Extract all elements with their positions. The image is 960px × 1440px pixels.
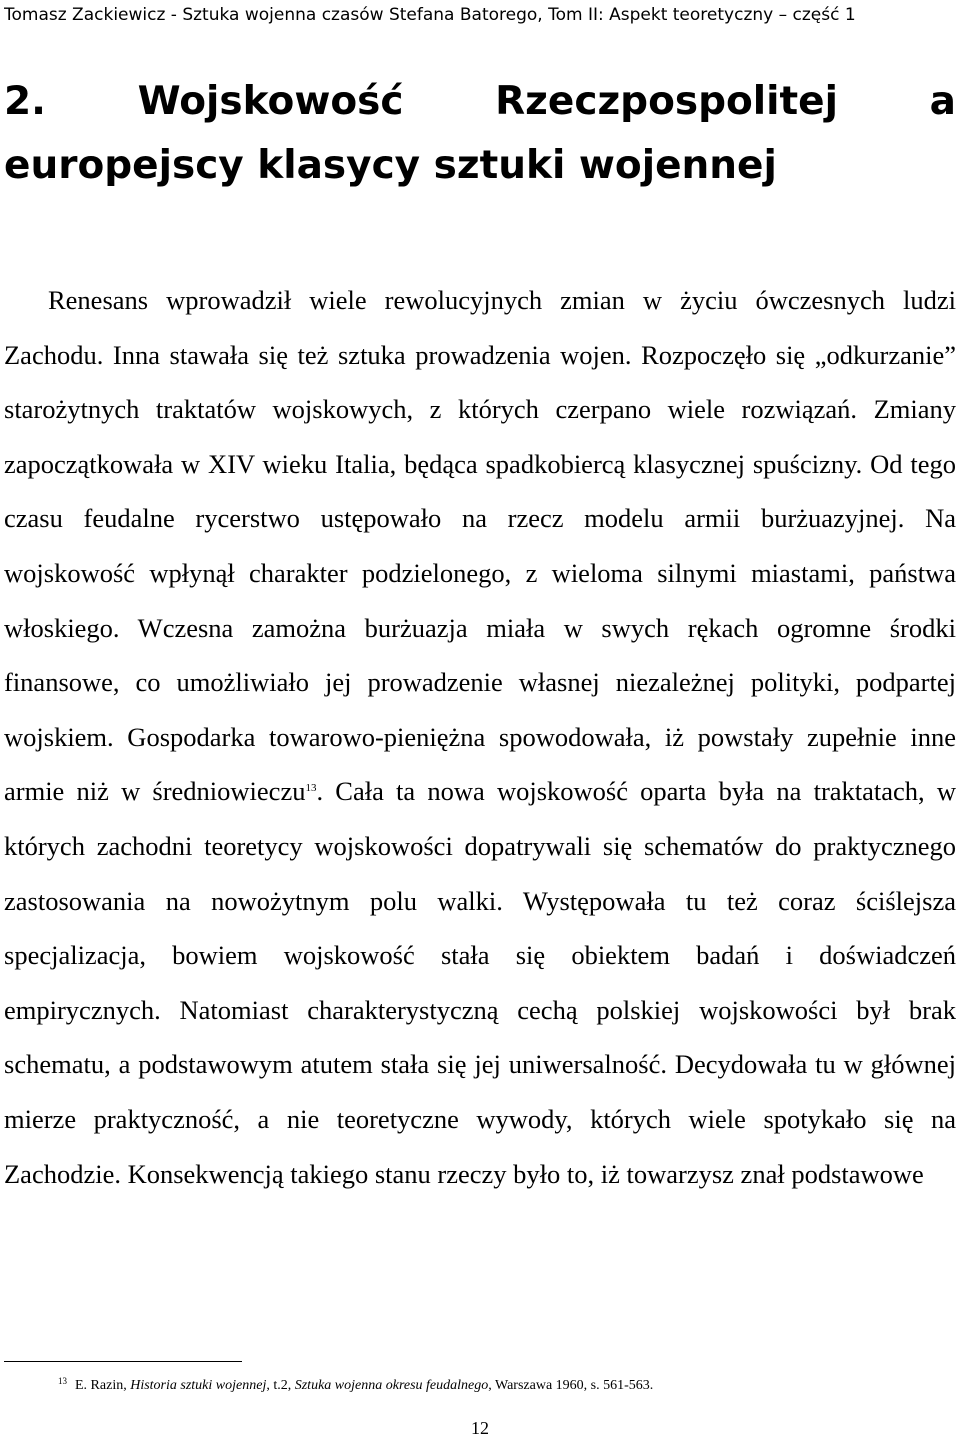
footnote-title-1: Historia sztuki wojennej <box>130 1378 267 1393</box>
footnote-title-2: Sztuka wojenna okresu feudalnego <box>294 1378 489 1393</box>
body-text-part-1: Renesans wprowadził wiele rewolucyjnych zmian w życiu ówczesnych ludzi Zachodu. Inna stawała się też sztuka prowadzenia wojen. Rozpoczęło się „odkurzanie” starożytnych traktatów wojskowych, z których czerpano wiele rozwiązań. Zmiany zapoczątkowała w XIV wieku Italia, będąca spadkobiercą klasycznej spuścizny. Od tego czasu feudalne rycerstwo ustępowało na rzecz modelu armii burżuazyjnej. Na wojskowość wpłynął charakter podzielonego, z wieloma silnymi miastami, państwa włoskiego. Wczesna zamożna burżuazja miała w swych rękach ogromne środki finansowe, co umożliwiało jej prowadzenie własnej niezależnej polityki, podpartej wojskiem. Gospodarka towarowo-pieniężna spowodowała, iż powstały zupełnie inne armie niż w średniowieczu <box>4 285 956 807</box>
footnote <box>58 1372 948 1395</box>
body-text-part-2: . Cała ta nowa wojskowość oparta była na traktatach, w których zachodni teoretycy wojskowości dopatrywali się schematów do praktycznego zastosowania na nowożytnym polu walki. Występowała tu też coraz ściślejsza specjalizacja, bowiem wojskowość stała się obiektem badań i doświadczeń empirycznych. Natomiast charakterystyczną cechą polskiej wojskowości był brak schematu, a podstawowym atutem stała się jej uniwersalność. Decydowała tu w głównej mierze praktyczność, a nie teoretyczne wywody, których wiele spotykało się na Zachodzie. Konsekwencją takiego stanu rzeczy było to, iż towarzysz znał podstawowe <box>4 776 956 1189</box>
footnote-publication: , Warszawa 1960, s. 561-563. <box>488 1378 654 1393</box>
chapter-heading: 2. Wojskowość Rzeczpospolitej a europejscy klasycy sztuki wojennej <box>4 79 956 188</box>
page-number: 12 <box>471 1418 489 1438</box>
footnote-number: 13 <box>58 1376 67 1386</box>
footnote-reference[interactable]: 13 <box>305 782 317 795</box>
footnote-author: E. Razin, <box>75 1378 131 1393</box>
body-paragraph <box>4 273 956 1201</box>
footnote-separator-text: , t.2, <box>266 1378 295 1393</box>
running-header: Tomasz Zackiewicz - Sztuka wojenna czasów Stefana Batorego, Tom II: Aspekt teoretyczny – część 1 <box>4 5 856 25</box>
footnote-separator <box>4 1361 242 1362</box>
